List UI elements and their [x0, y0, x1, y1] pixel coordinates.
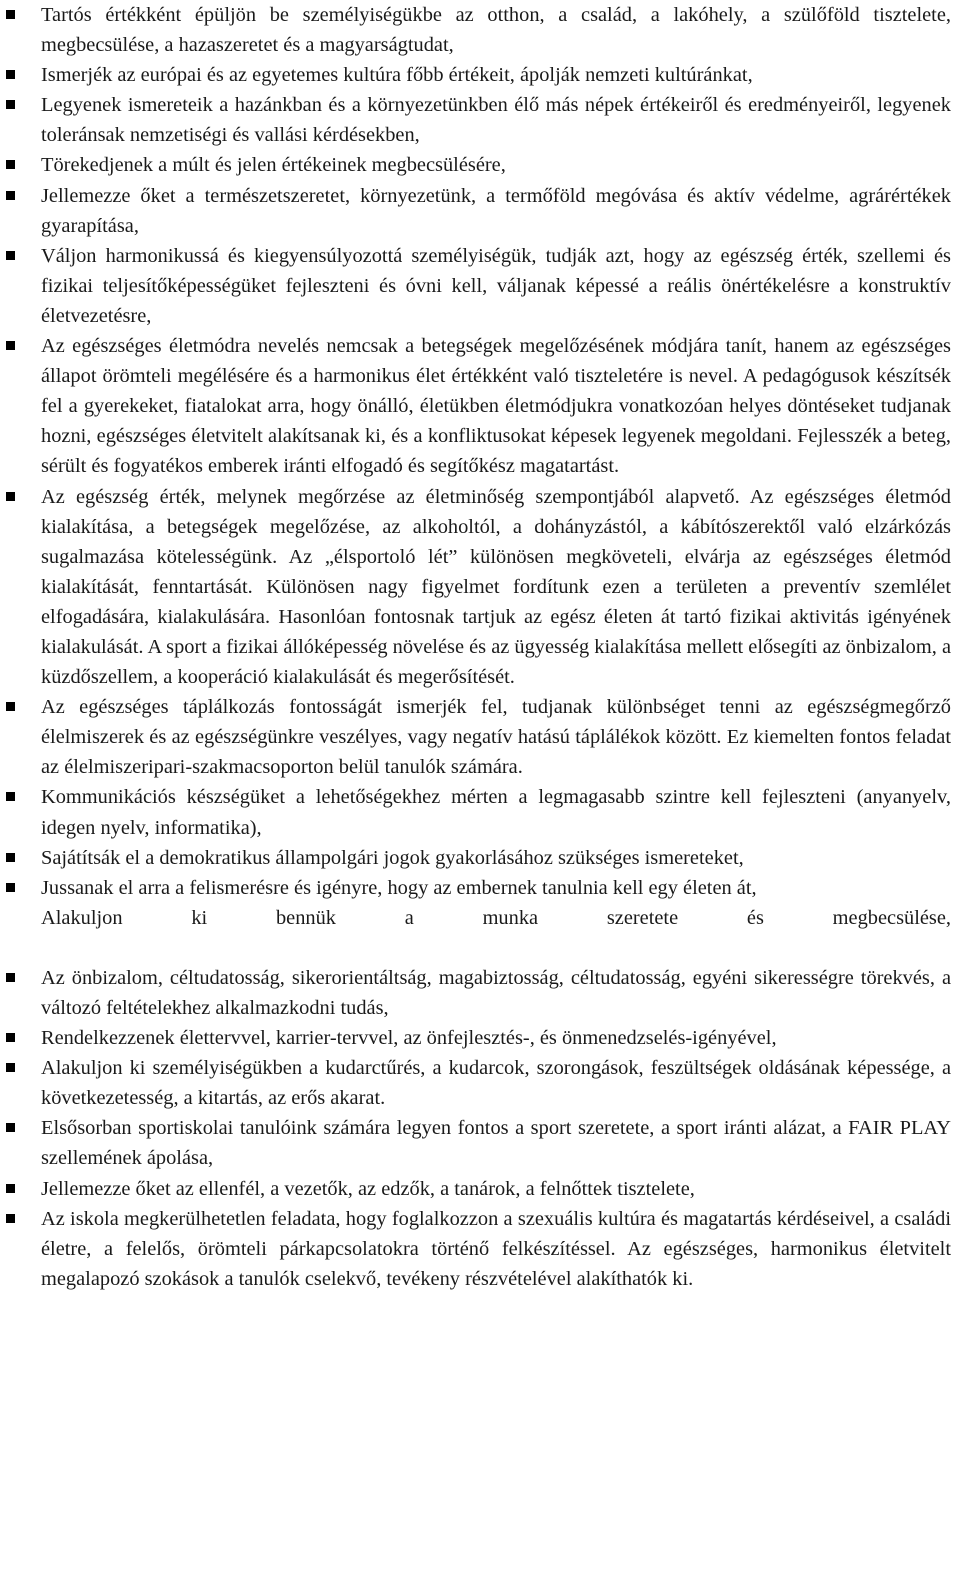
list-item	[0, 0, 951, 60]
square-bullet-icon	[6, 1063, 15, 1072]
list-item-text: Sajátítsák el a demokratikus állampolgári jogok gyakorlásához szükséges ismereteket,	[41, 846, 744, 869]
square-bullet-icon	[6, 883, 15, 892]
list-item	[0, 1204, 951, 1294]
square-bullet-icon	[6, 100, 15, 109]
list-item-text: Kommunikációs készségüket a lehetőségekhez mérten a legmagasabb szintre kell fejleszteni (anyanyelv, idegen nyelv, informatika),	[41, 786, 951, 839]
square-bullet-icon	[6, 792, 15, 801]
list-item	[0, 150, 951, 180]
square-bullet-icon	[6, 1123, 15, 1132]
list-item	[0, 1174, 951, 1204]
list-item-text: Rendelkezzenek élettervvel, karrier-tervvel, az önfejlesztés-, és önmenedzselés-igényével,	[41, 1027, 777, 1050]
square-bullet-icon	[6, 160, 15, 169]
square-bullet-icon	[6, 973, 15, 982]
list-item	[0, 181, 951, 241]
list-item-text: Ismerjék az európai és az egyetemes kultúra főbb értékeit, ápolják nemzeti kultúránkat,	[41, 64, 753, 87]
list-item	[0, 241, 951, 331]
list-item-text: Jellemezze őket az ellenfél, a vezetők, az edzők, a tanárok, a felnőttek tisztelete,	[41, 1177, 695, 1200]
square-bullet-icon	[6, 10, 15, 19]
square-bullet-icon	[6, 70, 15, 79]
square-bullet-icon	[6, 1184, 15, 1193]
square-bullet-icon	[6, 191, 15, 200]
list-item-text: Az egészséges életmódra nevelés nemcsak a betegségek megelőzésének módjára tanít, hanem az egészséges állapot örömteli megélésére és a harmonikus élet értékként való tiszteletére is nevel. A pedagógusok készítsék fel a gyerekeket, fiatalokat arra, hogy önálló, életükben életmódjukra vonatkozóan helyes döntéseket tudjanak hozni, egészséges életvitelt alakítsanak ki, és a konfliktusokat képesek legyenek megoldani. Fejlesszék a beteg, sérült és fogyatékos emberek iránti elfogadó és segítőkész magatartást.	[41, 335, 951, 478]
list-item	[0, 1023, 951, 1053]
square-bullet-icon	[6, 1214, 15, 1223]
list-item-text: Az önbizalom, céltudatosság, sikerorientáltság, magabiztosság, céltudatosság, egyéni sikerességre törekvés, a változó feltételekhez alkalmazkodni tudás,	[41, 966, 951, 1019]
list-item	[0, 873, 951, 933]
list-item-continuation-text: Alakuljon ki bennük a munka szeretete és megbecsülése,	[41, 906, 951, 929]
square-bullet-icon	[6, 1033, 15, 1042]
list-item-text: Legyenek ismereteik a hazánkban és a környezetünkben élő más népek értékeiről és eredményeiről, legyenek toleránsak nemzetiségi és vallási kérdésekben,	[41, 94, 951, 147]
square-bullet-icon	[6, 492, 15, 501]
list-item	[0, 1113, 951, 1173]
list-item	[0, 692, 951, 782]
list-item-text: Tartós értékként épüljön be személyiségükbe az otthon, a család, a lakóhely, a szülőföld tisztelete, megbecsülése, a hazaszeretet és a magyarságtudat,	[41, 4, 951, 57]
list-item-text: Törekedjenek a múlt és jelen értékeinek megbecsülésére,	[41, 154, 506, 177]
list-item-text: Az egészséges táplálkozás fontosságát ismerjék fel, tudjanak különbséget tenni az egészségmegőrző élelmiszerek és az egészségünkre veszélyes, vagy negatív hatású táplálékok között. Ez kiemelten fontos feladat az élelmiszeripari-szakmacsoporton belül tanulók számára.	[41, 696, 951, 779]
list-item	[0, 90, 951, 150]
list-item	[0, 963, 951, 1023]
list-item	[0, 482, 951, 693]
list-item-text: Az iskola megkerülhetetlen feladata, hogy foglalkozzon a szexuális kultúra és magatartás kérdéseivel, a családi életre, a felelős, örömteli párkapcsolatokra történő felkészítéssel. Az egészséges, harmonikus életvitelt megalapozó szokások a tanulók cselekvő, tevékeny részvételével alakíthatók ki.	[41, 1207, 951, 1290]
square-bullet-icon	[6, 251, 15, 260]
list-item	[0, 60, 951, 90]
square-bullet-icon	[6, 853, 15, 862]
list-item-text: Alakuljon ki személyiségükben a kudarctűrés, a kudarcok, szorongások, feszültségek oldásának képessége, a következetesség, a kitartás, az erős akarat.	[41, 1057, 951, 1110]
list-item	[0, 782, 951, 842]
list-item-text: Az egészség érték, melynek megőrzése az életminőség szempontjából alapvető. Az egészséges életmód kialakítása, a betegségek megelőzése, az alkoholtól, a dohányzástól, a kábítószerektől való elzárkózás sugalmazása kötelességünk. Az „élsportoló lét” különösen megköveteli, elvárja az egészséges életmód kialakítását, fenntartását. Különösen nagy figyelmet fordítunk ezen a területen a preventív szemlélet elfogadására, kialakulására. Hasonlóan fontosnak tartjuk az egész életen át tartó fizikai aktivitás igényének kialakulását. A sport a fizikai állóképesség növelése és az ügyesség kialakítása mellett elősegíti az önbizalom, a küzdőszellem, a kooperáció kialakulását és megerősítését.	[41, 485, 951, 689]
list-item-text: Elsősorban sportiskolai tanulóink számára legyen fontos a sport szeretete, a sport iránti alázat, a FAIR PLAY szellemének ápolása,	[41, 1117, 951, 1170]
list-item-text: Váljon harmonikussá és kiegyensúlyozottá személyiségük, tudják azt, hogy az egészség érték, szellemi és fizikai teljesítőképességüket fejleszteni és óvni kell, váljanak képessé a reális önértékelésre a konstruktív életvezetésre,	[41, 244, 951, 327]
list-item-text: Jussanak el arra a felismerésre és igényre, hogy az embernek tanulnia kell egy életen át,	[41, 876, 757, 899]
square-bullet-icon	[6, 341, 15, 350]
list-item	[0, 843, 951, 873]
square-bullet-icon	[6, 702, 15, 711]
list-item	[0, 1053, 951, 1113]
list-item	[0, 331, 951, 481]
list-item-text: Jellemezze őket a természetszeretet, környezetünk, a termőföld megóvása és aktív védelme, agrárértékek gyarapítása,	[41, 184, 951, 237]
